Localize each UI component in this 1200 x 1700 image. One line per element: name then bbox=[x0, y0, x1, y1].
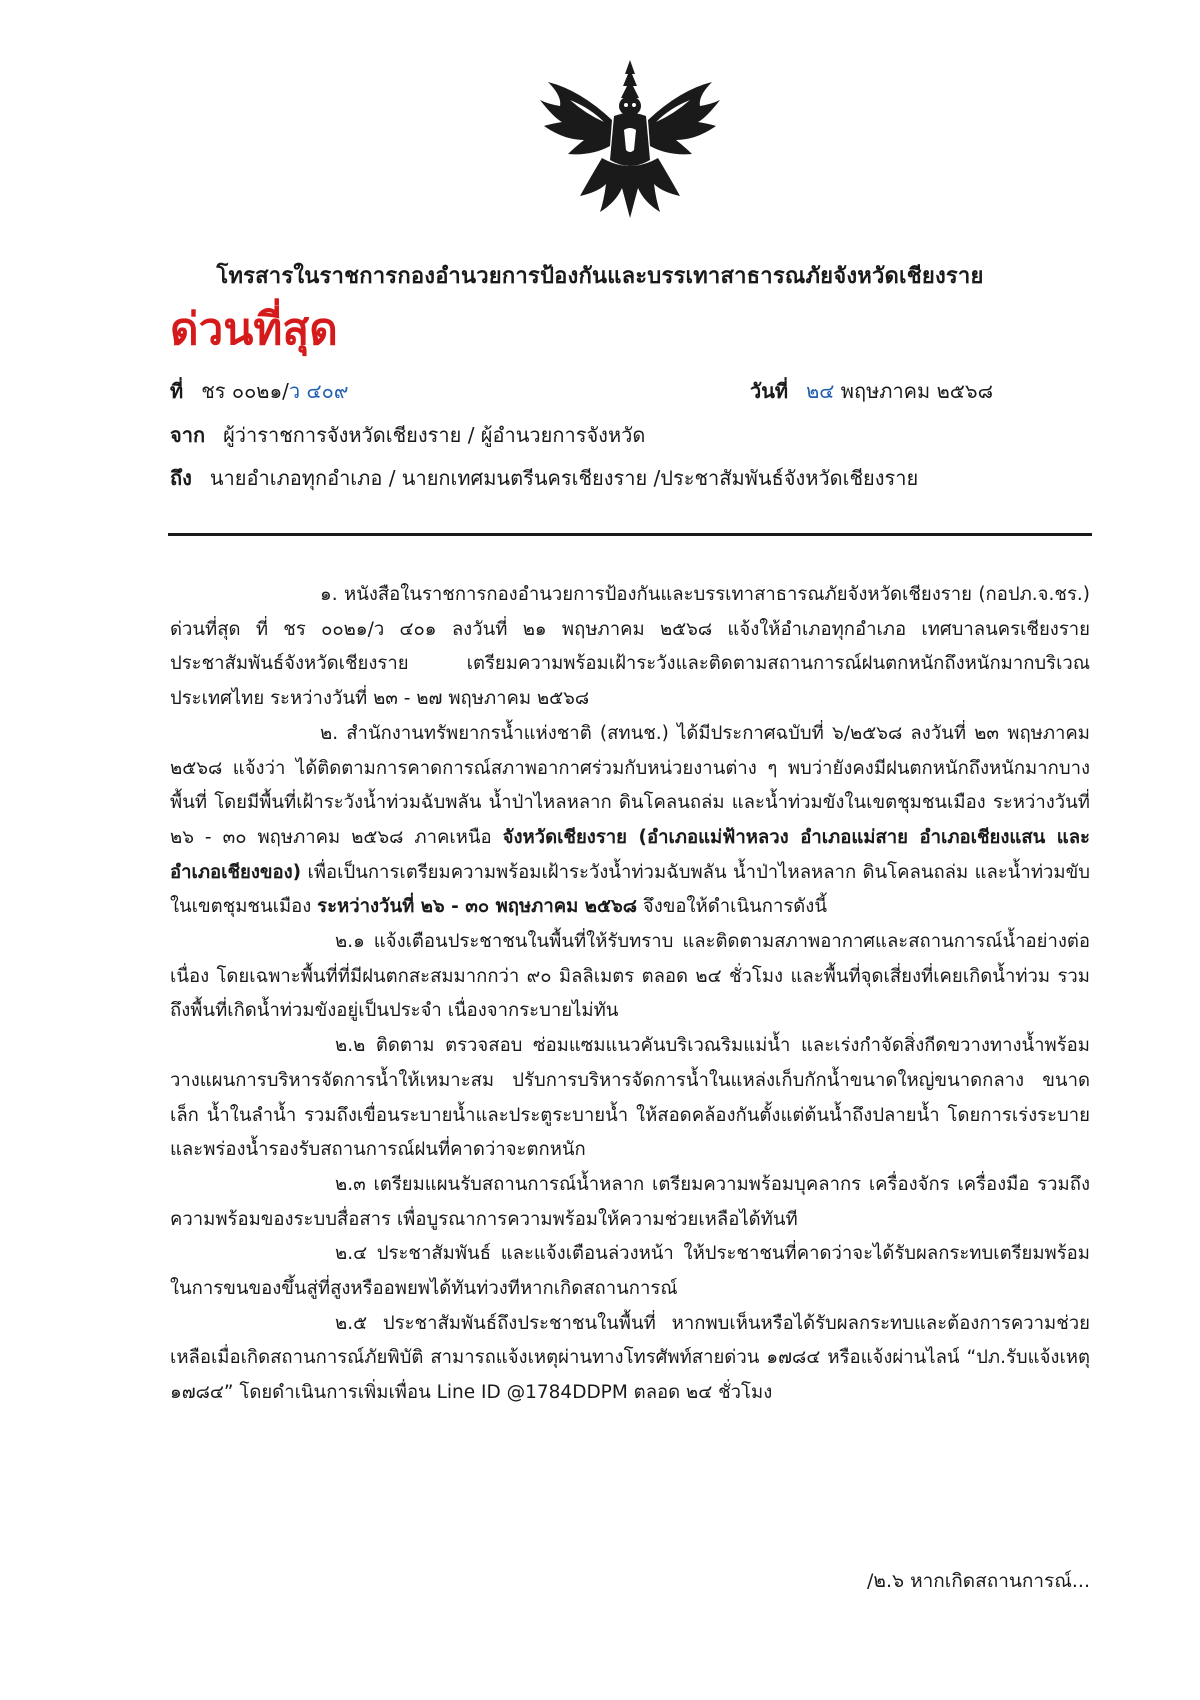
paragraph-2-5: ๒.๕ ประชาสัมพันธ์ถึงประชาชนในพื้นที่ หากพบเห็นหรือได้รับผลกระทบและต้องการความช่วยเหลือเมื่อเกิดสถานการณ์ภัยพิบัติ สามารถแจ้งเหตุผ่านทางโทรศัพท์สายด่วน ๑๗๘๔ หรือแจ้งผ่านไลน์ “ปภ.รับแจ้งเหตุ ๑๗๘๔” โดยดำเนินการเพิ่มเพื่อน Line ID @1784DDPM ตลอด ๒๔ ชั่วโมง bbox=[170, 1312, 1090, 1404]
paragraph-2-province: จังหวัดเชียงราย (อำเภอแม่ฟ้าหลวง อำเภอแม่สาย อำเภอเชียงแสน และอำเภอเชียงของ) bbox=[170, 826, 1090, 883]
reference-number: ว ๔๐๙ bbox=[288, 379, 349, 403]
to-label: ถึง bbox=[170, 466, 192, 490]
paragraph-2-1: ๒.๑ แจ้งเตือนประชาชนในพื้นที่ให้รับทราบ และติดตามสภาพอากาศและสถานการณ์น้ำอย่างต่อเนื่อง โดยเฉพาะพื้นที่ที่มีฝนตกสะสมมากกว่า ๙๐ มิลลิเมตร ตลอด ๒๔ ชั่วโมง และพื้นที่จุดเสี่ยงที่เคยเกิดน้ำท่วม รวมถึงพื้นที่เกิดน้ำท่วมขังอยู่เป็นประจำ เนื่องจากระบายไม่ทัน bbox=[170, 931, 1090, 1022]
paragraph-2-intro: ๒. สำนักงานทรัพยากรน้ำแห่งชาติ (สทนช.) ได้มีประกาศฉบับที่ ๖/๒๕๖๘ ลงวันที่ ๒๓ พฤษภาคม ๒๕๖๘ แจ้งว่า ได้ติดตามการคาดการณ์สภาพอากาศร่วมกับหน่วยงานต่าง ๆ พบว่ายังคงมีฝนตกหนักถึงหนักมากบางพื้นที่ โดยมีพื้นที่เฝ้าระวังน้ำท่วมฉับพลัน น้ำป่าไหลหลาก ดินโคลนถล่ม และน้ำท่วมขังในเขตชุมชนเมือง ระหว่างวันที่ ๒๖ - ๓๐ พฤษภาคม ๒๕๖๘ ภาคเหนือ bbox=[170, 722, 1090, 848]
to-value: นายอำเภอทุกอำเภอ / นายกเทศมนตรีนครเชียงราย /ประชาสัมพันธ์จังหวัดเชียงราย bbox=[209, 466, 919, 490]
from-value: ผู้ว่าราชการจังหวัดเชียงราย / ผู้อำนวยการจังหวัด bbox=[223, 423, 646, 447]
urgency-label: ด่วนที่สุด bbox=[170, 304, 338, 355]
continuation-note: /๒.๖ หากเกิดสถานการณ์... bbox=[867, 1570, 1090, 1592]
to-line bbox=[170, 464, 918, 492]
paragraph-2-4: ๒.๔ ประชาสัมพันธ์ และแจ้งเตือนล่วงหน้า ให้ประชาชนที่คาดว่าจะได้รับผลกระทบเตรียมพร้อมในการขนของขึ้นสู่ที่สูงหรืออพยพได้ทันท่วงทีหากเกิดสถานการณ์ bbox=[170, 1243, 1090, 1300]
date-day: ๒๔ bbox=[806, 379, 835, 403]
reference-prefix: ชร ๐๐๒๑/ bbox=[201, 379, 289, 403]
reference-label: ที่ bbox=[170, 379, 184, 403]
paragraph-2-period: ระหว่างวันที่ ๒๖ - ๓๐ พฤษภาคม ๒๕๖๘ bbox=[317, 896, 637, 918]
date-line bbox=[750, 377, 993, 405]
header-divider bbox=[168, 533, 1092, 536]
paragraph-2-3: ๒.๓ เตรียมแผนรับสถานการณ์น้ำหลาก เตรียมความพร้อมบุคลากร เครื่องจักร เครื่องมือ รวมถึงความพร้อมของระบบสื่อสาร เพื่อบูรณาการความพร้อมให้ความช่วยเหลือได้ทันที bbox=[170, 1173, 1090, 1230]
garuda-emblem-icon bbox=[540, 60, 720, 220]
reference-line bbox=[170, 377, 349, 405]
paragraph-2-request: จึงขอให้ดำเนินการดังนี้ bbox=[642, 896, 827, 918]
date-month-year: พฤษภาคม ๒๕๖๘ bbox=[840, 379, 994, 403]
paragraph-2-purpose: เพื่อเป็นการเตรียมความพร้อมเฝ้าระวังน้ำท่วมฉับพลัน น้ำป่าไหลหลาก ดินโคลนถล่ม และน้ำท่วมขับในเขตชุมชนเมือง bbox=[170, 861, 1090, 918]
paragraph-2 bbox=[170, 717, 1090, 925]
document-title: โทรสารในราชการกองอำนวยการป้องกันและบรรเทาสาธารณภัยจังหวัดเชียงราย bbox=[216, 264, 984, 289]
from-line bbox=[170, 421, 645, 449]
paragraph-2-2: ๒.๒ ติดตาม ตรวจสอบ ซ่อมแซมแนวคันบริเวณริมแม่น้ำ และเร่งกำจัดสิ่งกีดขวางทางน้ำพร้อมวางแผนการบริหารจัดการน้ำให้เหมาะสม ปรับการบริหารจัดการน้ำในแหล่งเก็บกักน้ำขนาดใหญ่ขนาดกลาง ขนาดเล็ก น้ำในลำน้ำ รวมถึงเขื่อนระบายน้ำและประตูระบายน้ำ ให้สอดคล้องกันตั้งแต่ต้นน้ำถึงปลายน้ำ โดยการเร่งระบาย และพร่องน้ำรองรับสถานการณ์ฝนที่คาดว่าจะตกหนัก bbox=[170, 1035, 1090, 1161]
paragraph-1: ๑. หนังสือในราชการกองอำนวยการป้องกันและบรรเทาสาธารณภัยจังหวัดเชียงราย (กอปภ.จ.ชร.) ด่วนที่สุด ที่ ชร ๐๐๒๑/ว ๔๐๑ ลงวันที่ ๒๑ พฤษภาคม ๒๕๖๘ แจ้งให้อำเภอทุกอำเภอ เทศบาลนครเชียงราย ประชาสัมพันธ์จังหวัดเชียงราย เตรียมความพร้อมเฝ้าระวังและติดตามสถานการณ์ฝนตกหนักถึงหนักมากบริเวณประเทศไทย ระหว่างวันที่ ๒๓ - ๒๗ พฤษภาคม ๒๕๖๘ bbox=[170, 584, 1090, 710]
date-label: วันที่ bbox=[750, 379, 789, 403]
document-body bbox=[170, 578, 1090, 1411]
from-label: จาก bbox=[170, 423, 206, 447]
